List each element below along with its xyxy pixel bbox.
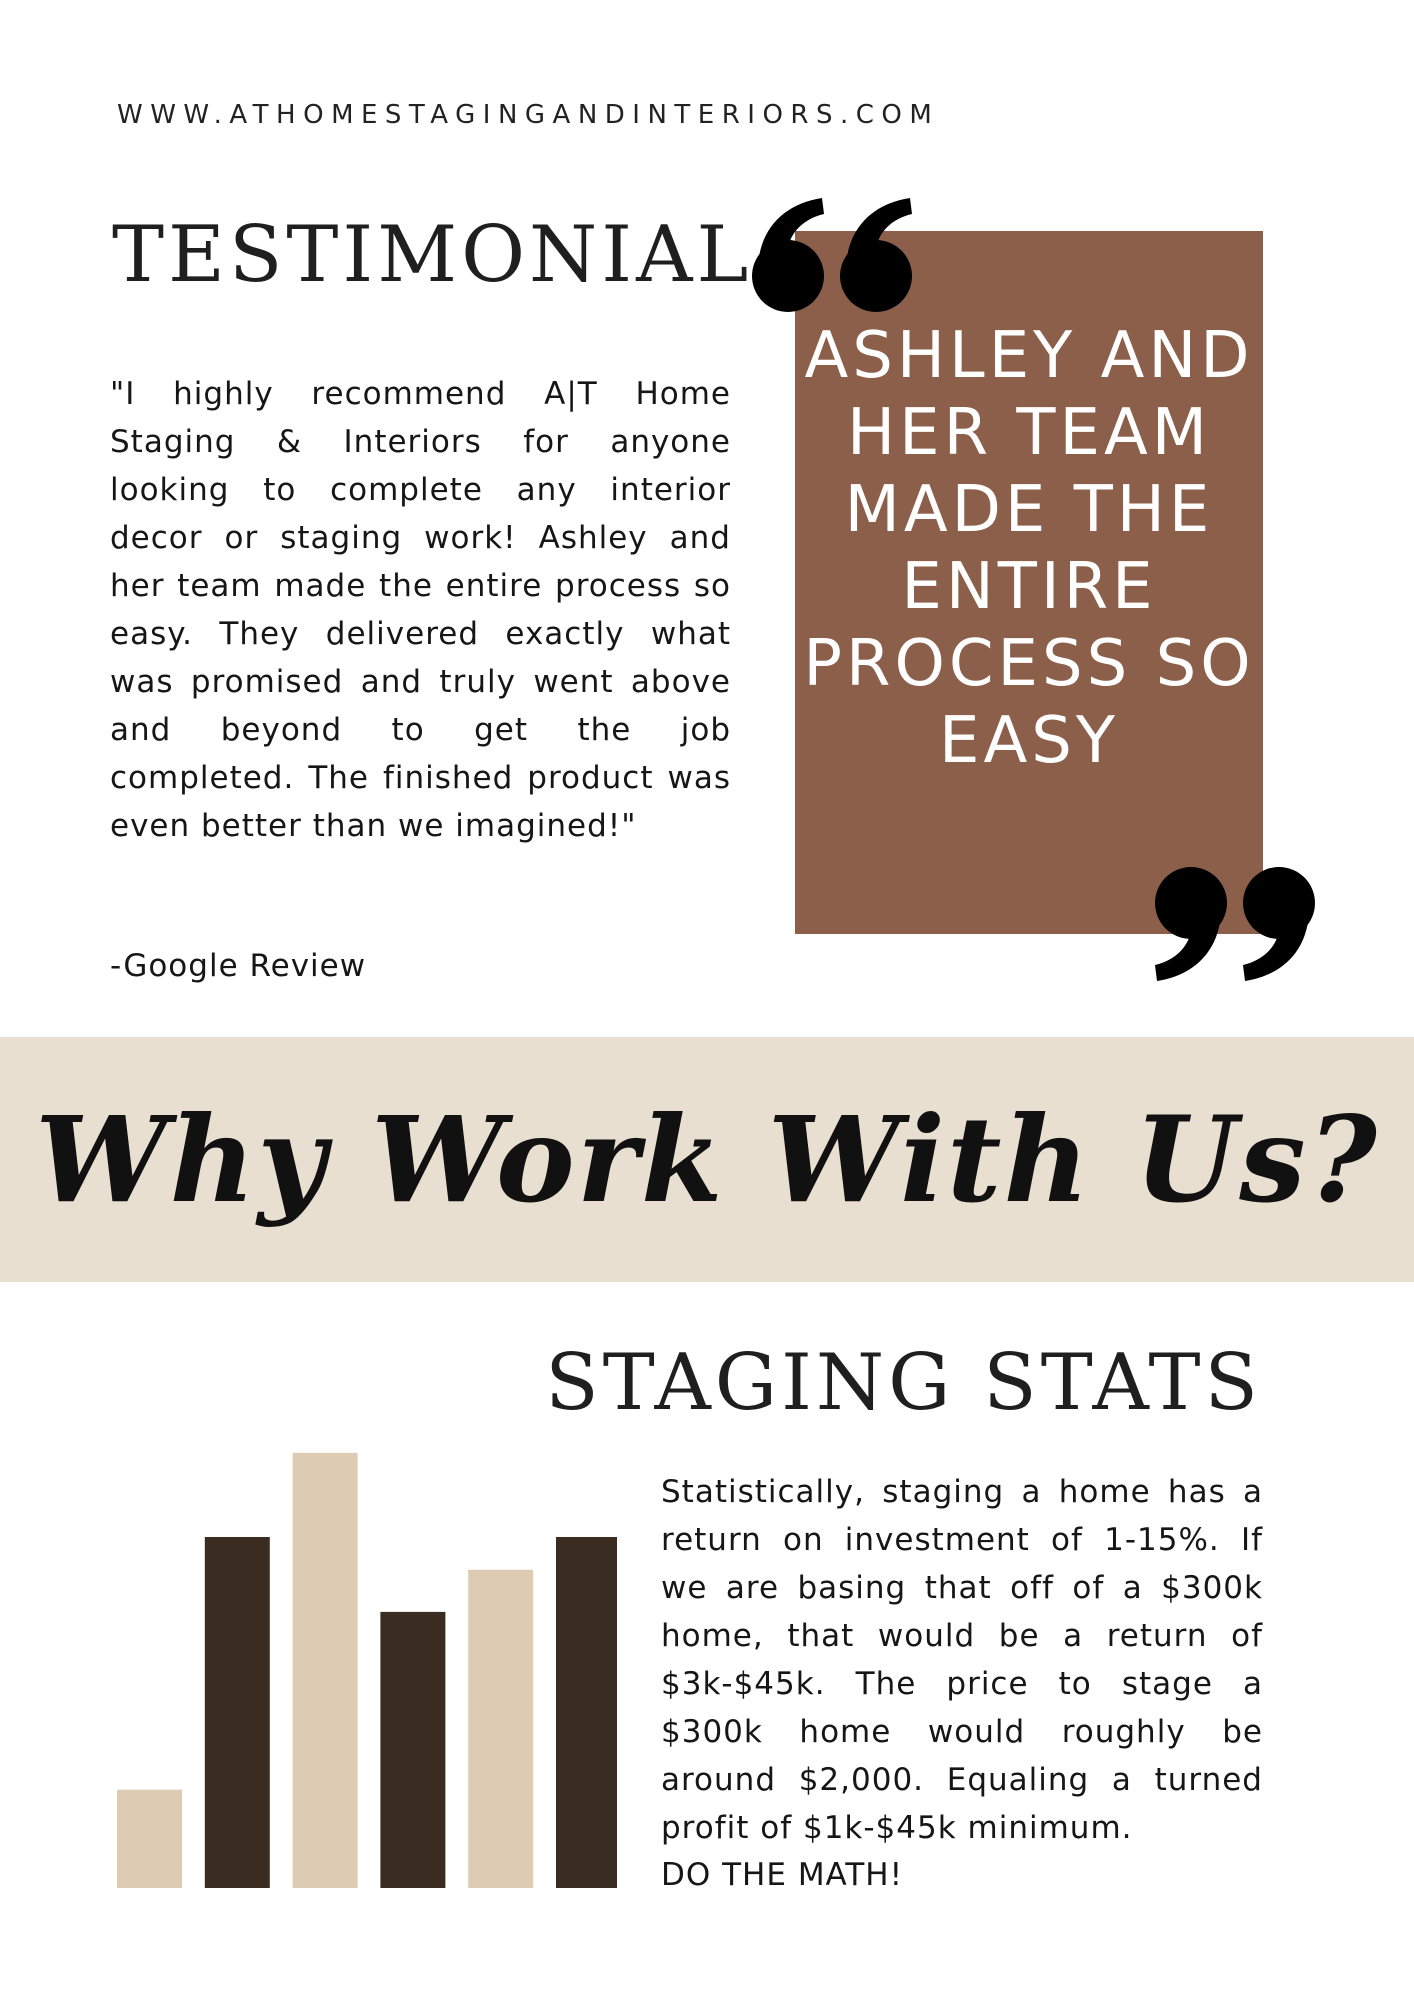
chart-bar-2 <box>205 1537 270 1888</box>
stats-cta: DO THE MATH! <box>661 1857 904 1893</box>
stats-text: Statistically, staging a home has a return on investment of 1-15%. If we are basing that off of a $300k home, that would be a return of $3k-$45k. The price to stage a $300k home would roughly be around $2,000. Equaling a turned profit of $1k-$45k minimum. <box>661 1474 1263 1846</box>
testimonial-title: TESTIMONIAL <box>112 210 753 300</box>
review-source: -Google Review <box>110 948 367 984</box>
chart-bar-1 <box>117 1790 182 1888</box>
why-headline: Why Work With Us? <box>35 1090 1379 1229</box>
site-url[interactable]: WWW.ATHOMESTAGINGANDINTERIORS.COM <box>117 100 940 130</box>
chart-bar-3 <box>293 1453 358 1888</box>
stats-title: STAGING STATS <box>545 1338 1262 1428</box>
open-quote-icon <box>752 196 922 316</box>
review-text: "I highly recommend A|T Home Staging & Interiors for anyone looking to complete any interior decor or staging work! Ashley and her team made the entire process so easy. They delivered exactly what was promised and truly went above and beyond to get the job completed. The finished product was even better than we imagined!" <box>110 376 731 844</box>
chart-bar-6 <box>556 1537 617 1888</box>
stats-bar-chart <box>117 1420 617 1888</box>
close-quote-icon <box>1145 863 1315 983</box>
chart-bar-4 <box>380 1612 445 1888</box>
pull-quote-text: ASHLEY AND HER TEAM MADE THE ENTIRE PROCESS SO EASY <box>803 319 1255 778</box>
chart-bar-5 <box>468 1570 533 1888</box>
